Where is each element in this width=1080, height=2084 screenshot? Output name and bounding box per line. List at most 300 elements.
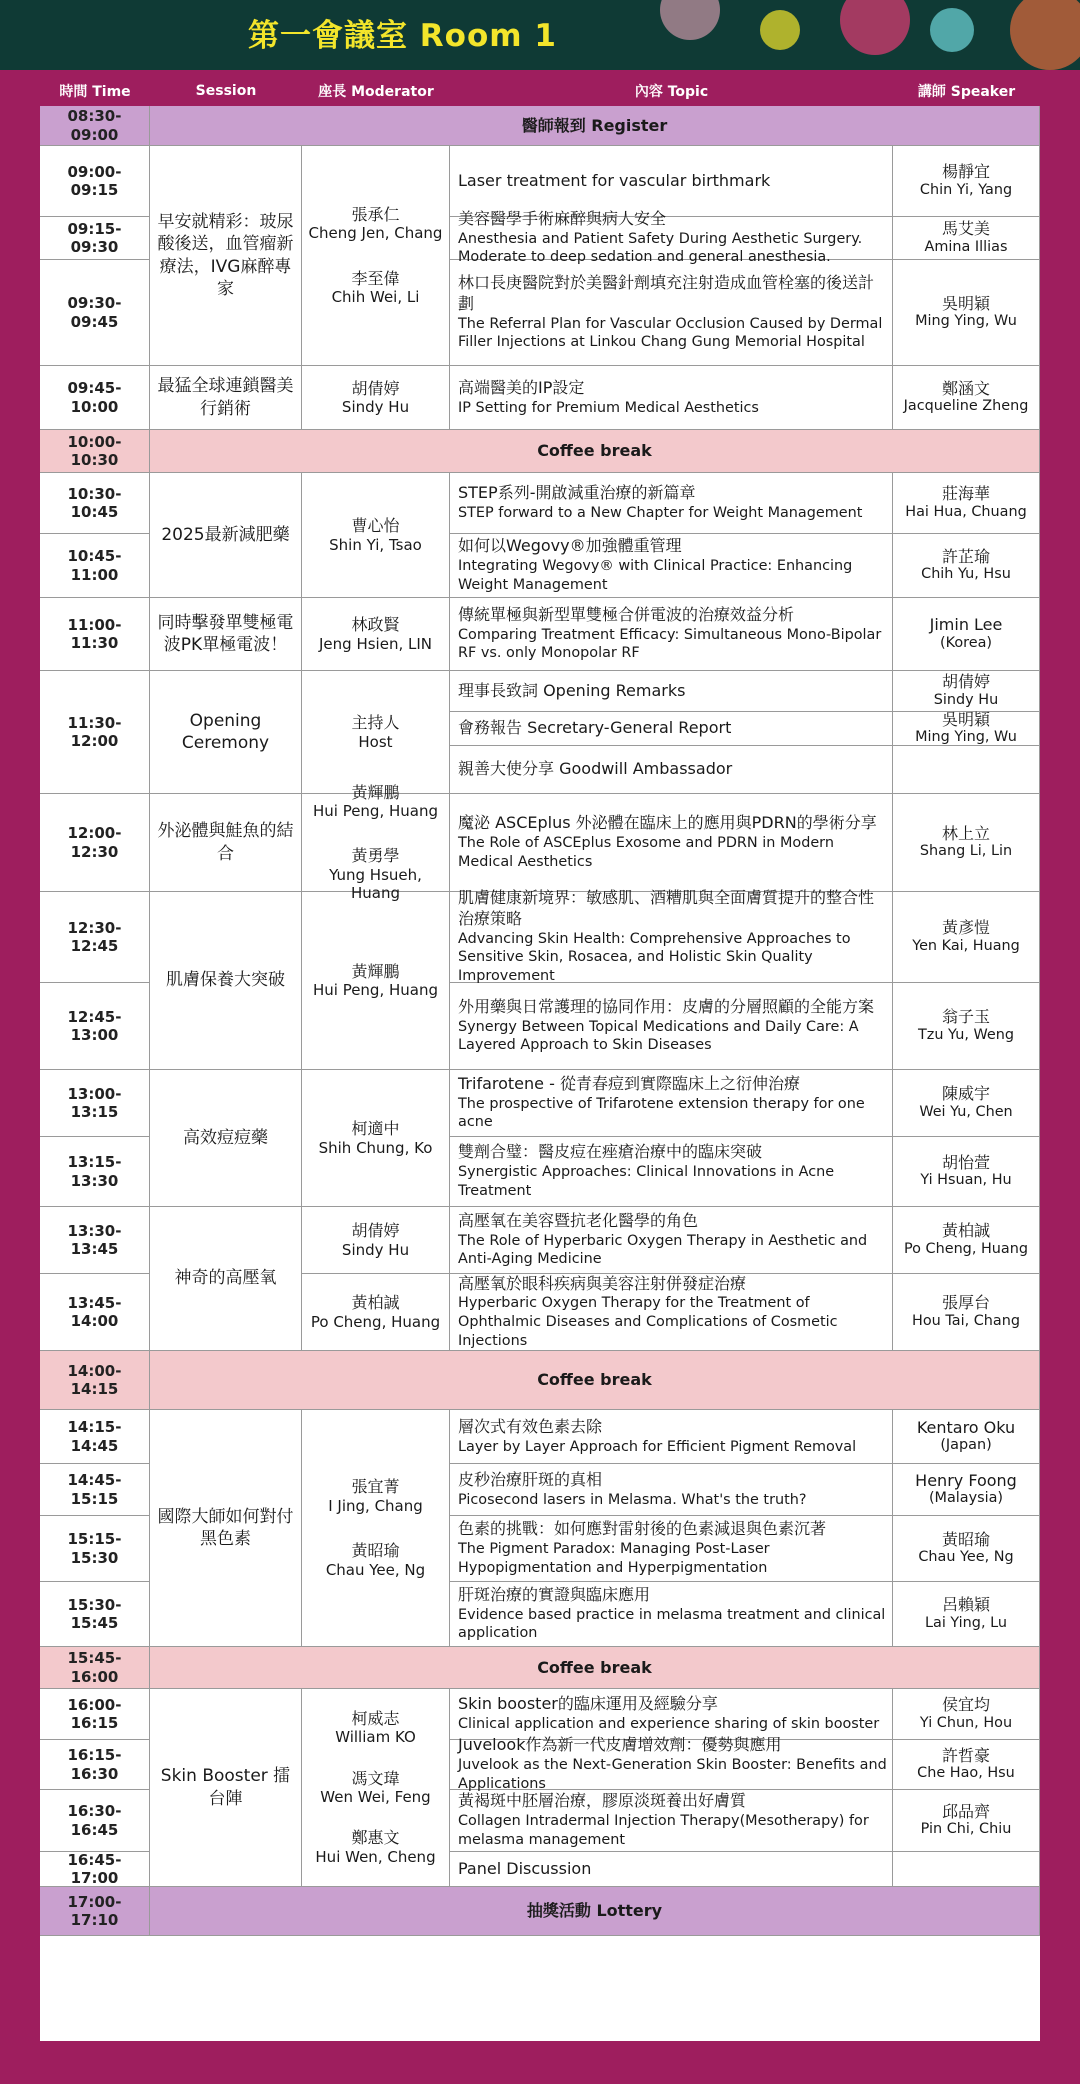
- moderator-zh: 胡倩婷: [351, 378, 400, 398]
- speaker-name: [920, 162, 1012, 199]
- speaker-zh: 楊靜宜: [941, 162, 990, 182]
- time-text: 15:30-15:45: [67, 1595, 122, 1632]
- speaker-cell: [893, 146, 1040, 217]
- speaker-name: [930, 615, 1003, 652]
- moderator-en: Jeng Hsien, LIN: [319, 634, 432, 653]
- speaker-zh: 張厚台: [941, 1293, 990, 1313]
- speaker-zh: 莊海華: [941, 484, 990, 504]
- speaker-zh: Henry Foong: [915, 1470, 1017, 1490]
- topic-cell: [450, 146, 893, 217]
- time-cell: [40, 1887, 150, 1936]
- topic-title: 外用藥與日常護理的協同作用：皮膚的分層照顧的全能方案: [458, 996, 875, 1016]
- speaker-zh: 黃彥愷: [941, 918, 990, 938]
- time-text: 16:00-16:15: [67, 1695, 122, 1732]
- moderator-zh: 李至偉: [351, 268, 400, 288]
- speaker-name: [921, 1802, 1012, 1839]
- time-cell: [40, 1137, 150, 1207]
- topic-text: [458, 605, 888, 663]
- speaker-name: [917, 1746, 1015, 1783]
- topic-title: Panel Discussion: [458, 1858, 592, 1878]
- moderator-cell: [302, 892, 450, 1070]
- topic-title: 色素的挑戰：如何應對雷射後的色素減退與色素沉著: [458, 1519, 827, 1539]
- topic-title: 理事長致詞 Opening Remarks: [458, 680, 686, 700]
- speaker-en: Ming Ying, Wu: [915, 313, 1017, 330]
- speaker-zh: 邱品齊: [941, 1801, 990, 1821]
- speaker-zh: 馬艾美: [941, 219, 990, 239]
- moderator-name: [311, 1293, 440, 1331]
- topic-text: [458, 759, 732, 780]
- band-label: Coffee break: [537, 1657, 652, 1677]
- speaker-cell: [893, 892, 1040, 983]
- speaker-zh: 吳明穎: [941, 709, 990, 729]
- speaker-zh: 黃昭瑜: [941, 1529, 990, 1549]
- topic-text: [458, 1519, 888, 1577]
- speaker-cell: [893, 1582, 1040, 1647]
- speaker-zh: 胡怡萱: [941, 1152, 990, 1172]
- speaker-cell: [893, 1274, 1040, 1351]
- topic-title: 高端醫美的IP設定: [458, 377, 585, 397]
- speaker-cell: [893, 1516, 1040, 1582]
- session-label: Skin Booster 擂台陣: [160, 1766, 291, 1809]
- time-cell: [40, 106, 150, 146]
- session-cell: [150, 366, 302, 430]
- topic-text: [458, 997, 888, 1055]
- speaker-cell: [893, 1070, 1040, 1137]
- time-text: 12:45-13:00: [67, 1007, 122, 1044]
- moderator-cell: [302, 1689, 450, 1887]
- session-label: 同時擊發單雙極電波PK單極電波！: [157, 612, 294, 655]
- topic-text: [458, 681, 685, 702]
- time-text: 15:15-15:30: [67, 1530, 122, 1567]
- session-cell: [150, 671, 302, 794]
- moderator-zh: 柯適中: [351, 1119, 400, 1139]
- speaker-cell: [893, 671, 1040, 712]
- band-label: 醫師報到 Register: [521, 115, 668, 135]
- moderator-zh: 黃柏誠: [351, 1293, 400, 1313]
- moderator-name: [326, 1541, 425, 1579]
- topic-text: [458, 1074, 888, 1132]
- moderator-zh: 馮文瑋: [351, 1768, 400, 1788]
- topic-title: 高壓氧於眼科疾病與美容注射併發症治療: [458, 1273, 747, 1293]
- topic-cell: [450, 983, 893, 1070]
- speaker-cell: [893, 534, 1040, 598]
- decor-circle-4: [930, 8, 974, 52]
- moderator-cell: [302, 1410, 450, 1647]
- speaker-cell: [893, 1790, 1040, 1852]
- time-cell: [40, 1852, 150, 1887]
- topic-subtitle: Anesthesia and Patient Safety During Aesthetic Surgery. Moderate to deep sedation and general anesthesia.: [458, 230, 863, 266]
- topic-cell: [450, 1735, 893, 1792]
- time-text: 16:15-16:30: [67, 1746, 122, 1783]
- time-cell: [40, 534, 150, 598]
- topic-text: [458, 1694, 879, 1734]
- speaker-en: (Malaysia): [928, 1490, 1004, 1507]
- moderator-cell: [302, 671, 450, 794]
- topic-title: Laser treatment for vascular birthmark: [458, 170, 771, 190]
- time-text: 14:00-14:15: [67, 1361, 122, 1398]
- topic-text: [458, 536, 888, 594]
- speaker-cell: [893, 746, 1040, 794]
- moderator-zh: 張宜菁: [351, 1477, 400, 1497]
- speaker-en: Wei Yu, Chen: [919, 1103, 1013, 1120]
- topic-title: 林口長庚醫院對於美醫針劑填充注射造成血管栓塞的後送計劃: [458, 272, 875, 313]
- time-cell: [40, 1740, 150, 1790]
- speaker-zh: 呂賴穎: [941, 1595, 990, 1615]
- moderator-cell: [302, 1274, 450, 1351]
- topic-subtitle: Integrating Wegovy® with Clinical Practice: Enhancing Weight Management: [458, 558, 853, 593]
- top-banner: [0, 0, 1080, 70]
- band-label: 抽獎活動 Lottery: [526, 1901, 663, 1921]
- moderator-en: Po Cheng, Huang: [310, 1312, 441, 1331]
- speaker-name: [904, 379, 1029, 416]
- topic-subtitle: The Role of ASCEplus Exosome and PDRN in Modern Medical Aesthetics: [458, 835, 834, 870]
- band-row: [150, 1351, 1040, 1410]
- speaker-name: [904, 1221, 1028, 1258]
- moderator-en: Hui Peng, Huang: [312, 981, 439, 1000]
- moderator-name: [329, 516, 422, 554]
- moderator-name: [328, 1477, 423, 1515]
- time-cell: [40, 892, 150, 983]
- time-cell: [40, 217, 150, 260]
- moderator-zh: 黃輝鵬: [351, 782, 400, 802]
- time-text: 11:30-12:00: [67, 713, 122, 750]
- speaker-en: Chih Yu, Hsu: [921, 566, 1011, 583]
- speaker-en: Po Cheng, Huang: [904, 1240, 1028, 1257]
- band-row: [150, 106, 1040, 146]
- time-cell: [40, 1274, 150, 1351]
- speaker-en: Ming Ying, Wu: [915, 729, 1017, 746]
- speaker-name: [921, 547, 1011, 584]
- session-cell: [150, 598, 302, 671]
- speaker-en: Chau Yee, Ng: [918, 1549, 1014, 1566]
- speaker-en: Amina Illias: [924, 238, 1008, 255]
- speaker-en: Yen Kai, Huang: [912, 937, 1020, 954]
- speaker-en: Yi Hsuan, Hu: [920, 1172, 1012, 1189]
- moderator-name: [342, 379, 409, 417]
- moderator-name: [313, 962, 438, 1000]
- session-label: 早安就精彩：玻尿酸後送，血管瘤新療法，IVG麻醉專家: [157, 212, 294, 299]
- speaker-zh: Jimin Lee: [929, 615, 1003, 635]
- speaker-name: [920, 1695, 1012, 1732]
- speaker-cell: [893, 709, 1040, 746]
- speaker-zh: 鄭涵文: [941, 378, 990, 398]
- topic-cell: [450, 1137, 893, 1207]
- speaker-zh: 胡倩婷: [941, 672, 990, 692]
- topic-text: [458, 718, 731, 739]
- moderator-en: Hui Peng, Huang: [312, 802, 439, 821]
- topic-text: [458, 1417, 856, 1457]
- speaker-cell: [893, 598, 1040, 671]
- col-header-topic: 內容 Topic: [634, 84, 709, 100]
- topic-title: 高壓氧在美容暨抗老化醫學的角色: [458, 1210, 699, 1230]
- topic-title: 層次式有效色素去除: [458, 1416, 603, 1436]
- topic-cell: [450, 1790, 893, 1852]
- time-text: 13:00-13:15: [67, 1084, 122, 1121]
- time-cell: [40, 1351, 150, 1410]
- speaker-zh: 許哲豪: [941, 1745, 990, 1765]
- time-text: 10:00-10:30: [67, 432, 122, 469]
- time-cell: [40, 1207, 150, 1274]
- topic-text: [458, 1735, 888, 1793]
- session-label: 2025最新減肥藥: [161, 524, 290, 545]
- speaker-cell: [893, 260, 1040, 366]
- time-text: 09:45-10:00: [67, 379, 122, 416]
- speaker-en: (Korea): [939, 634, 993, 651]
- col-header-time: 時間 Time: [59, 84, 131, 100]
- moderator-zh: 主持人: [351, 713, 400, 733]
- speaker-cell: [893, 983, 1040, 1070]
- moderator-en: Shin Yi, Tsao: [329, 535, 422, 554]
- speaker-cell: [893, 473, 1040, 534]
- topic-subtitle: The Pigment Paradox: Managing Post-Laser Hypopigmentation and Hyperpigmentation: [458, 1541, 770, 1576]
- topic-cell: [450, 1410, 893, 1464]
- speaker-cell: [893, 1207, 1040, 1274]
- topic-cell: [450, 260, 893, 366]
- time-cell: [40, 598, 150, 671]
- topic-title: 美容醫學手術麻醉與病人安全: [458, 208, 667, 228]
- time-text: 17:00-17:10: [67, 1892, 122, 1929]
- decor-circle-1: [660, 0, 720, 40]
- session-cell: [150, 473, 302, 598]
- moderator-zh: 柯威志: [351, 1708, 400, 1728]
- topic-text: [458, 209, 888, 267]
- time-text: 10:30-10:45: [67, 484, 122, 521]
- moderator-name: [335, 1709, 416, 1747]
- topic-title: Juvelook作為新一代皮膚增效劑：優勢與應用: [458, 1735, 782, 1755]
- room-title: 第一會議室 Room 1: [248, 18, 557, 54]
- session-cell: [150, 794, 302, 892]
- topic-cell: [450, 366, 893, 430]
- time-cell: [40, 1647, 150, 1689]
- topic-text: [458, 888, 888, 986]
- speaker-name: [934, 672, 998, 709]
- speaker-en: Che Hao, Hsu: [917, 1765, 1015, 1782]
- topic-cell: [450, 1207, 893, 1274]
- speaker-zh: 黃柏誠: [941, 1221, 990, 1241]
- topic-subtitle: The Role of Hyperbaric Oxygen Therapy in Aesthetic and Anti-Aging Medicine: [458, 1232, 868, 1268]
- moderator-en: Cheng Jen, Chang: [308, 224, 443, 243]
- speaker-en: Jacqueline Zheng: [903, 398, 1029, 415]
- time-cell: [40, 794, 150, 892]
- moderator-cell: [302, 782, 450, 903]
- moderator-en: Hui Wen, Cheng: [315, 1847, 436, 1866]
- topic-title: 肌膚健康新境界：敏感肌、酒糟肌與全面膚質提升的整合性治療策略: [458, 888, 875, 928]
- session-cell: [150, 146, 302, 366]
- speaker-zh: 陳威宇: [941, 1084, 990, 1104]
- time-text: 13:30-13:45: [67, 1221, 122, 1258]
- moderator-en: I Jing, Chang: [328, 1496, 423, 1515]
- topic-subtitle: The prospective of Trifarotene extension therapy for one acne: [458, 1095, 865, 1131]
- topic-cell: [450, 1516, 893, 1582]
- decor-circle-2: [760, 10, 800, 50]
- topic-title: 雙劑合璧：醫皮痘在痤瘡治療中的臨床突破: [458, 1142, 763, 1162]
- speaker-name: [905, 484, 1026, 521]
- topic-subtitle: Synergy Between Topical Medications and Daily Care: A Layered Approach to Skin Diseases: [458, 1018, 859, 1054]
- moderator-name: [342, 1221, 409, 1259]
- topic-subtitle: Advancing Skin Health: Comprehensive Approaches to Sensitive Skin, Rosacea, and Holistic Skin Quality Improvement: [458, 930, 851, 985]
- topic-title: 如何以Wegovy®加強體重管理: [458, 536, 682, 556]
- time-text: 12:00-12:30: [67, 824, 122, 861]
- topic-cell: [450, 1464, 893, 1516]
- moderator-name: [351, 713, 399, 751]
- topic-text: [458, 483, 862, 523]
- session-label: 肌膚保養大突破: [166, 970, 285, 991]
- session-cell: [150, 892, 302, 1070]
- topic-title: 黃褐斑中胚層治療，膠原淡斑養出好膚質: [458, 1791, 747, 1811]
- col-header-session: Session: [195, 83, 257, 99]
- speaker-en: Hou Tai, Chang: [912, 1312, 1020, 1329]
- moderator-zh: 黃昭瑜: [351, 1541, 400, 1560]
- topic-text: [458, 273, 888, 352]
- speaker-name: [918, 1530, 1013, 1567]
- session-cell: [150, 1410, 302, 1647]
- moderator-name: [309, 205, 443, 243]
- time-cell: [40, 1689, 150, 1740]
- speaker-cell: [893, 1464, 1040, 1516]
- session-label: 外泌體與鮭魚的結合: [157, 821, 294, 864]
- band-label: Coffee break: [537, 1370, 652, 1390]
- speaker-name: [917, 1418, 1015, 1455]
- topic-text: [458, 1585, 888, 1643]
- topic-cell: [450, 1274, 893, 1351]
- topic-cell: [450, 888, 893, 985]
- speaker-name: [915, 1471, 1017, 1508]
- moderator-zh: 黃輝鵬: [351, 961, 400, 981]
- topic-cell: [450, 208, 893, 266]
- session-label: 神奇的高壓氧: [174, 1268, 277, 1289]
- topic-text: [458, 813, 888, 871]
- moderator-cell: [302, 1207, 450, 1274]
- moderator-cell: [302, 1070, 450, 1207]
- topic-text: [458, 1211, 888, 1269]
- session-label: Opening Ceremony: [181, 710, 270, 753]
- topic-cell: [450, 534, 893, 598]
- band-label: Coffee break: [537, 441, 652, 461]
- topic-title: Trifarotene - 從青春痘到實際臨床上之衍伸治療: [458, 1073, 800, 1093]
- speaker-cell: [893, 1689, 1040, 1740]
- moderator-en: Chih Wei, Li: [331, 288, 420, 307]
- speaker-en: Hai Hua, Chuang: [905, 503, 1027, 520]
- topic-cell: [450, 671, 893, 712]
- topic-title: 會務報告 Secretary-General Report: [458, 718, 732, 738]
- time-cell: [40, 1582, 150, 1647]
- moderator-zh: 胡倩婷: [351, 1221, 400, 1241]
- speaker-name: [915, 710, 1017, 747]
- time-text: 10:45-11:00: [67, 547, 122, 584]
- topic-text: [458, 1470, 807, 1510]
- moderator-cell: [302, 598, 450, 671]
- topic-cell: [450, 1582, 893, 1647]
- speaker-zh: 翁子玉: [941, 1007, 990, 1027]
- time-cell: [40, 671, 150, 794]
- schedule-table: [40, 106, 1040, 2041]
- topic-title: 皮秒治療肝斑的真相: [458, 1469, 603, 1489]
- time-cell: [40, 146, 150, 217]
- time-cell: [40, 430, 150, 473]
- decor-circle-5: [1010, 0, 1080, 70]
- speaker-name: [918, 1007, 1014, 1044]
- topic-subtitle: Hyperbaric Oxygen Therapy for the Treatment of Ophthalmic Diseases and Complications of Cosmetic Injections: [458, 1295, 838, 1349]
- speaker-zh: Kentaro Oku: [916, 1417, 1016, 1437]
- time-cell: [40, 1410, 150, 1464]
- moderator-en: William KO: [335, 1728, 416, 1747]
- moderator-name: [320, 1769, 430, 1807]
- speaker-en: Lai Ying, Lu: [925, 1614, 1007, 1631]
- speaker-en: Tzu Yu, Weng: [918, 1026, 1014, 1043]
- topic-title: 魔泌 ASCEplus 外泌體在臨床上的應用與PDRN的學術分享: [458, 813, 877, 833]
- topic-subtitle: The Referral Plan for Vascular Occlusion Caused by Dermal Filler Injections at Linkou Chang Gung Memorial Hospital: [458, 315, 883, 351]
- session-label: 高效痘痘藥: [183, 1127, 268, 1148]
- moderator-en: Chau Yee, Ng: [325, 1560, 426, 1579]
- moderator-en: Sindy Hu: [341, 1240, 410, 1259]
- speaker-zh: 侯宜均: [941, 1695, 990, 1715]
- topic-subtitle: Comparing Treatment Efficacy: Simultaneous Mono-Bipolar RF vs. only Monopolar RF: [458, 626, 882, 662]
- speaker-name: [920, 1153, 1011, 1190]
- speaker-name: [920, 824, 1012, 861]
- topic-cell: [450, 746, 893, 794]
- moderator-name: [319, 615, 432, 653]
- col-header-speaker: 講師 Speaker: [917, 84, 1016, 100]
- topic-subtitle: STEP forward to a New Chapter for Weight Management: [458, 505, 863, 522]
- moderator-cell: [302, 473, 450, 598]
- topic-cell: [450, 712, 893, 746]
- topic-title: 肝斑治療的實證與臨床應用: [458, 1584, 651, 1604]
- time-text: 13:45-14:00: [67, 1293, 122, 1330]
- band-row: [150, 1647, 1040, 1689]
- speaker-en: Yi Chun, Hou: [919, 1714, 1013, 1731]
- topic-title: STEP系列-開啟減重治療的新篇章: [458, 483, 696, 503]
- speaker-name: [912, 1293, 1020, 1330]
- moderator-en: Sindy Hu: [341, 398, 410, 417]
- topic-subtitle: Evidence based practice in melasma treatment and clinical application: [458, 1606, 886, 1642]
- time-text: 13:15-13:30: [67, 1153, 122, 1190]
- time-cell: [40, 473, 150, 534]
- topic-cell: [450, 1852, 893, 1887]
- time-cell: [40, 1516, 150, 1582]
- moderator-name: [319, 1119, 433, 1157]
- topic-cell: [450, 473, 893, 534]
- moderator-zh: 林政賢: [351, 615, 400, 635]
- time-cell: [40, 366, 150, 430]
- topic-text: [458, 1274, 888, 1351]
- speaker-name: [919, 1084, 1012, 1121]
- topic-cell: [450, 1070, 893, 1137]
- topic-text: [458, 378, 759, 418]
- time-cell: [40, 260, 150, 366]
- session-cell: [150, 1689, 302, 1887]
- speaker-name: [925, 1595, 1007, 1632]
- speaker-cell: [893, 1740, 1040, 1790]
- time-text: 09:30-09:45: [67, 294, 122, 331]
- moderator-en: Shih Chung, Ko: [318, 1138, 433, 1157]
- topic-text: [458, 1859, 591, 1880]
- topic-subtitle: Clinical application and experience sharing of skin booster: [458, 1716, 880, 1733]
- topic-subtitle: Juvelook as the Next-Generation Skin Booster: Benefits and Applications: [458, 1757, 887, 1792]
- topic-text: [458, 171, 770, 192]
- speaker-cell: [893, 217, 1040, 260]
- topic-title: Skin booster的臨床運用及經驗分享: [458, 1694, 718, 1714]
- topic-cell: [450, 1689, 893, 1740]
- session-cell: [150, 1207, 302, 1351]
- speaker-zh: 吳明穎: [941, 293, 990, 313]
- speaker-en: Chin Yi, Yang: [919, 181, 1013, 198]
- moderator-zh: 黃勇學: [351, 846, 400, 866]
- speaker-zh: 林上立: [941, 823, 990, 843]
- band-row: [150, 1887, 1040, 1936]
- time-cell: [40, 1464, 150, 1516]
- topic-title: 親善大使分享 Goodwill Ambassador: [458, 759, 733, 779]
- speaker-en: Sindy Hu: [933, 691, 999, 708]
